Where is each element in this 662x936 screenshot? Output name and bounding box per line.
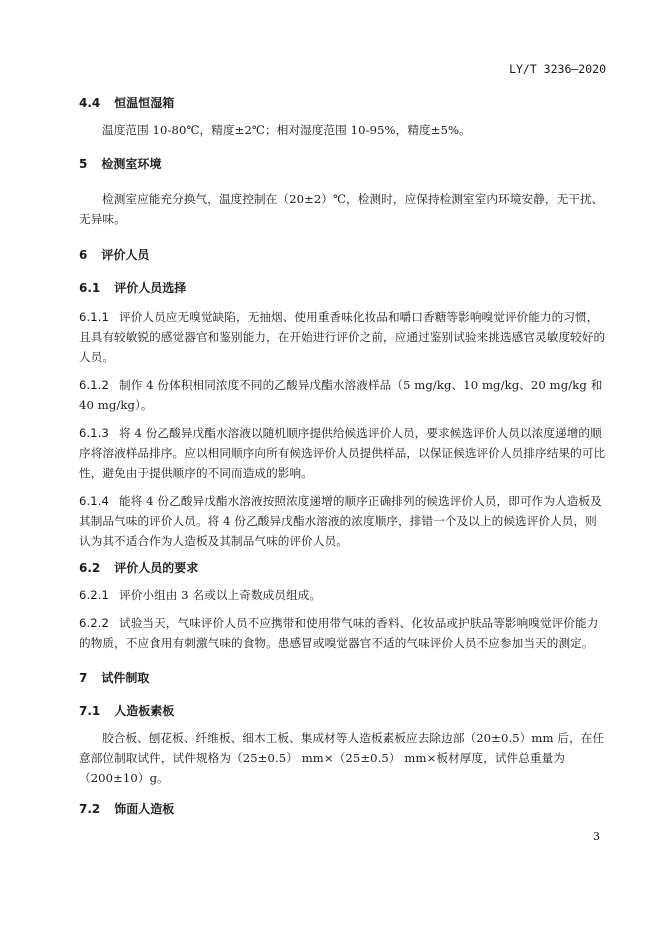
clause-6-1-4: 6.1.4 能将 4 份乙酸异戊酯水溶液按照浓度递增的顺序正确排列的候选评价人员，即可作为人造板及其制品气味的评价人员。将 4 份乙酸异戊酯水溶液的浓度顺序，排错一个及以上的候选评价人员，则认为其不适合作为人造板及其制品气味的评价人员。	[79, 494, 602, 548]
section-7-1-text: 胶合板、刨花板、纤维板、细木工板、集成材等人造板素板应去除边部（20±0.5）mm 后，在任意部位制取试件，试件规格为（25±0.5） mm×（25±0.5） mm×板材厚度，试件总重量为（200±10）g。	[79, 731, 605, 785]
section-7-heading: 7 试件制取	[79, 671, 150, 685]
clause-6-2-2: 6.2.2 试验当天，气味评价人员不应携带和使用带气味的香料、化妆品或护肤品等影响嗅觉评价能力的物质，不应食用有刺激气味的食物。患感冒或嗅觉器官不适的气味评价人员不应参加当天的测定。	[79, 616, 599, 650]
page-number: 3	[593, 830, 600, 843]
section-7-1-heading: 7.1 人造板素板	[79, 704, 175, 718]
clause-6-1-1: 6.1.1 评价人员应无嗅觉缺陷，无抽烟、使用重香味化妆品和嚼口香糖等影响嗅觉评价能力的习惯，且具有较敏锐的感觉器官和鉴别能力，在开始进行评价之前，应通过鉴别试验来挑选感官灵敏度较好的人员。	[79, 310, 606, 364]
section-6-1-heading: 6.1 评价人员选择	[79, 281, 187, 295]
section-6-2-heading: 6.2 评价人员的要求	[79, 561, 199, 575]
section-4-4-heading: 4.4 恒温恒湿箱	[79, 96, 175, 110]
section-6-heading: 6 评价人员	[79, 248, 150, 262]
clause-6-1-3: 6.1.3 将 4 份乙酸异戊酯水溶液以随机顺序提供给候选评价人员，要求候选评价人员以浓度递增的顺序将溶液样品排序。应以相同顺序向所有候选评价人员提供样品，以保证候选评价人员排序结果的可比性，避免由于提供顺序的不同而造成的影响。	[79, 426, 606, 480]
section-7-2-heading: 7.2 饰面人造板	[79, 802, 175, 816]
section-4-4-text: 温度范围 10-80℃，精度±2℃；相对湿度范围 10-95%，精度±5%。	[102, 123, 471, 137]
section-5-text: 检测室应能充分换气，温度控制在（20±2）℃，检测时，应保持检测室室内环境安静，无干扰、无异味。	[79, 192, 604, 226]
standard-code-header: LY/T 3236—2020	[509, 62, 606, 76]
section-5-heading: 5 检测室环境	[79, 157, 162, 171]
clause-6-1-2: 6.1.2 制作 4 份体积相同浓度不同的乙酸异戊酯水溶液样品（5 mg/kg、10 mg/kg、20 mg/kg 和 40 mg/kg）。	[79, 378, 603, 412]
document-body	[79, 94, 607, 817]
clause-6-2-1: 6.2.1 评价小组由 3 名或以上奇数成员组成。	[79, 588, 322, 602]
